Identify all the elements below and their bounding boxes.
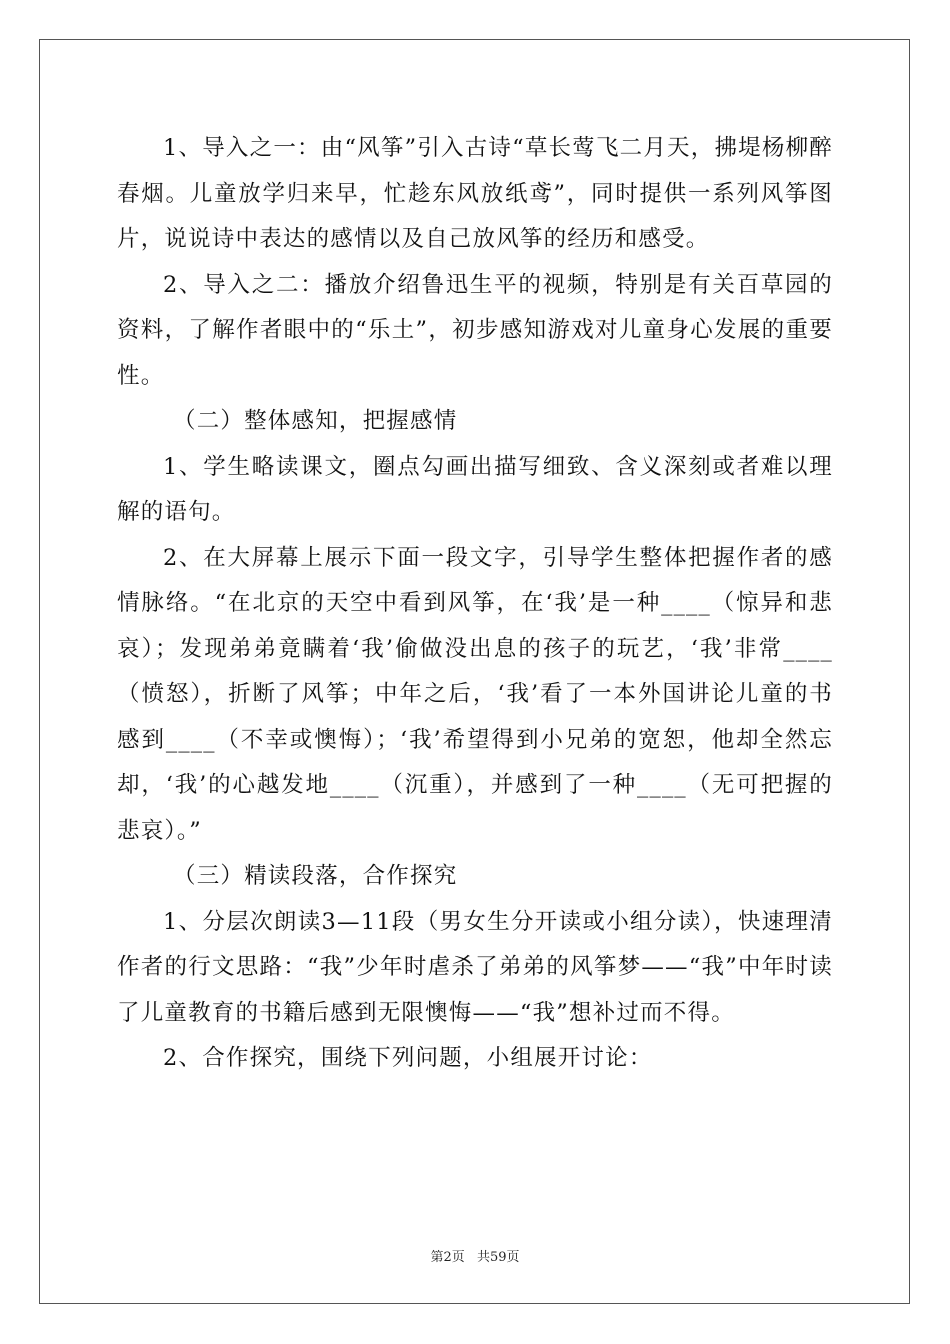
paragraph-intro-2: 2、导入之二：播放介绍鲁迅生平的视频，特别是有关百草园的资料，了解作者眼中的“乐土”，初步感知游戏对儿童身心发展的重要性。 <box>117 271 833 389</box>
paragraph-close-reading-1: 1、分层次朗读3—11段（男女生分开读或小组分读），快速理清作者的行文思路：“我”少年时虐杀了弟弟的风筝梦——“我”中年时读了儿童教育的书籍后感到无限懊悔——“我”想补过而不得。 <box>117 908 833 1026</box>
section-heading-3: （三）精读段落，合作探究 <box>173 863 458 889</box>
page-footer <box>0 1246 950 1265</box>
paragraph-reading-1: 1、学生略读课文，圈点勾画出描写细致、含义深刻或者难以理解的语句。 <box>117 453 833 525</box>
section-heading-2: （二）整体感知，把握感情 <box>173 408 458 434</box>
document-body <box>117 126 833 1082</box>
paragraph-intro-1: 1、导入之一：由“风筝”引入古诗“草长莺飞二月天，拂堤杨柳醉春烟。儿童放学归来早，忙趁东风放纸鸢”，同时提供一系列风筝图片，说说诗中表达的感情以及自己放风筝的经历和感受。 <box>117 135 833 252</box>
page-number: 第2页 <box>430 1250 465 1265</box>
paragraph-close-reading-2: 2、合作探究，围绕下列问题，小组展开讨论： <box>163 1045 653 1071</box>
page-total: 共59页 <box>476 1250 520 1265</box>
paragraph-reading-2: 2、在大屏幕上展示下面一段文字，引导学生整体把握作者的感情脉络。“在北京的天空中看到风筝，在‘我’是一种____（惊异和悲哀）；发现弟弟竟瞒着‘我’偷做没出息的孩子的玩艺，‘我’非常____（愤怒），折断了风筝；中年之后，‘我’看了一本外国讲论儿童的书感到____（不幸或懊悔）；‘我’希望得到小兄弟的宽恕，他却全然忘却，‘我’的心越发地____（沉重），并感到了一种____（无可把握的悲哀）。” <box>117 544 833 844</box>
